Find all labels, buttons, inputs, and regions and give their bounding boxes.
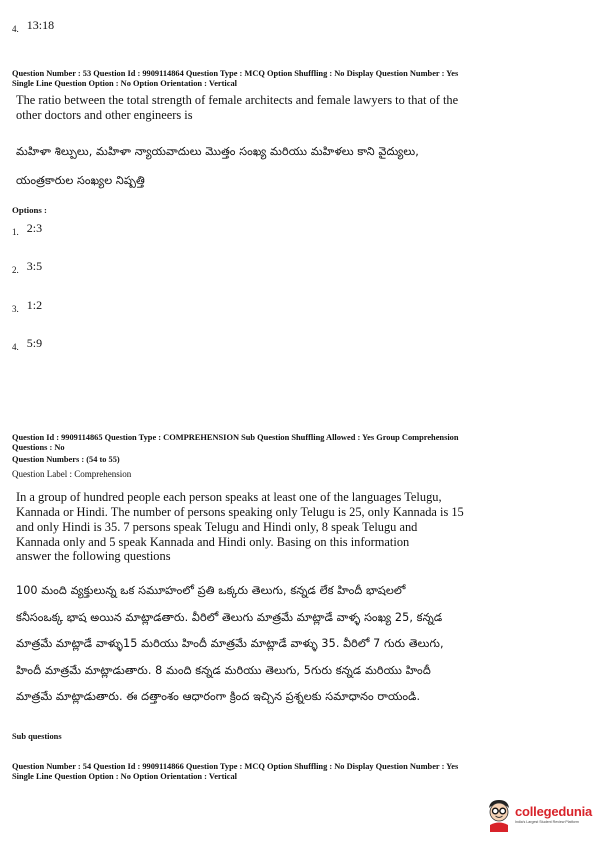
q53-question-english (16, 93, 586, 123)
option-number: 3. (12, 304, 19, 314)
comprehension-english (16, 490, 529, 564)
q53-en-line2: other doctors and other engineers is (16, 108, 193, 122)
comprehension-label: Question Label : Comprehension (12, 469, 132, 479)
comprehension-en-line4: Kannada only and 5 speak Kannada and Hindi only. Basing on this information (16, 535, 410, 549)
logo-name: collegedunia (515, 804, 593, 819)
q53-option-2[interactable] (12, 257, 42, 275)
q53-option-4[interactable] (12, 334, 42, 352)
q54-meta (12, 762, 587, 782)
q53-te-line1: మహిళా శిల్పులు, మహిళా న్యాయవాదులు మొత్తం సంఖ్య మరియు మహిళలు కాని వైద్యులు, (16, 145, 419, 158)
comprehension-meta-line1: Question Id : 9909114865 Question Type : COMPREHENSION Sub Question Shuffling Allowed : Yes Group Comprehension (12, 433, 459, 442)
q53-meta-line2: Single Line Question Option : No Option Orientation : Vertical (12, 79, 237, 88)
q53-meta-line1: Question Number : 53 Question Id : 9909114864 Question Type : MCQ Option Shuffling : No Display Question Number : Yes (12, 69, 459, 78)
q54-meta-line2: Single Line Question Option : No Option Orientation : Vertical (12, 772, 237, 781)
q53-option-3[interactable] (12, 296, 42, 314)
comprehension-te-line4: హిందీ మాత్రమే మాట్లాడుతారు. 8 మంది కన్నడ మరియు తెలుగు, 5గురు కన్నడ మరియు హిందీ (16, 663, 431, 677)
q54-meta-line1: Question Number : 54 Question Id : 9909114866 Question Type : MCQ Option Shuffling : No Display Question Number : Yes (12, 762, 459, 771)
previous-option-4 (12, 16, 54, 34)
option-value: 2:3 (26, 221, 43, 235)
q53-option-1[interactable] (12, 219, 42, 237)
comprehension-en-line1: In a group of hundred people each person speaks at least one of the languages Telugu, (16, 490, 442, 504)
q53-question-telugu (16, 142, 586, 191)
sub-questions-heading: Sub questions (12, 732, 62, 741)
comprehension-numbers: Question Numbers : (54 to 55) (12, 455, 120, 464)
option-value: 13:18 (26, 18, 55, 32)
logo-tagline: India's Largest Student Review Platform (515, 820, 579, 824)
option-number: 4. (12, 24, 19, 34)
comprehension-en-line2: Kannada or Hindi. The number of persons speaking only Telugu is 25, only Kannada is 15 (16, 505, 464, 519)
options-label: Options : (12, 205, 47, 215)
comprehension-meta-line2: Questions : No (12, 443, 65, 452)
option-value: 3:5 (26, 259, 43, 273)
option-number: 4. (12, 342, 19, 352)
comprehension-te-line5: మాత్రమే మాట్లాడుతారు. ఈ దత్తాంశం ఆధారంగా క్రింద ఇచ్చిన ప్రశ్నలకు సమాధానం రాయండి. (16, 690, 421, 703)
mascot-icon (486, 798, 512, 832)
option-number: 1. (12, 227, 19, 237)
comprehension-meta (12, 433, 587, 453)
comprehension-te-line1: 100 మంది వ్యక్తులున్న ఒక సమూహంలో ప్రతి ఒక్కరు తెలుగు, కన్నడ లేక హిందీ భాషలలో (16, 584, 406, 597)
option-number: 2. (12, 265, 19, 275)
option-value: 1:2 (26, 298, 43, 312)
q53-en-line1: The ratio between the total strength of female architects and female lawyers to that of the (16, 93, 459, 107)
q53-meta (12, 69, 587, 89)
option-value: 5:9 (26, 336, 43, 350)
comprehension-en-line5: answer the following questions (16, 549, 171, 563)
comprehension-te-line2: కనీసంఒక్క భాష అయిన మాట్లాడతారు. వీరిలో తెలుగు మాత్రమే మాట్లాడే వాళ్ళ సంఖ్య 25, కన్నడ (16, 610, 443, 624)
q53-te-line2: యంత్రకారుల సంఖ్యల నిష్పత్తి (16, 174, 145, 187)
collegedunia-logo (486, 798, 592, 832)
comprehension-en-line3: and only Hindi is 35. 7 persons speak Telugu and Hindi only, 8 speak Telugu and (16, 520, 418, 534)
comprehension-te-line3: మాత్రమే మాట్లాడే వాళ్ళు15 మరియు హిందీ మాత్రమే మాట్లాడే వాళ్ళు 35. వీరిలో 7 గురు తెలుగు, (16, 637, 444, 650)
comprehension-telugu (16, 578, 572, 711)
